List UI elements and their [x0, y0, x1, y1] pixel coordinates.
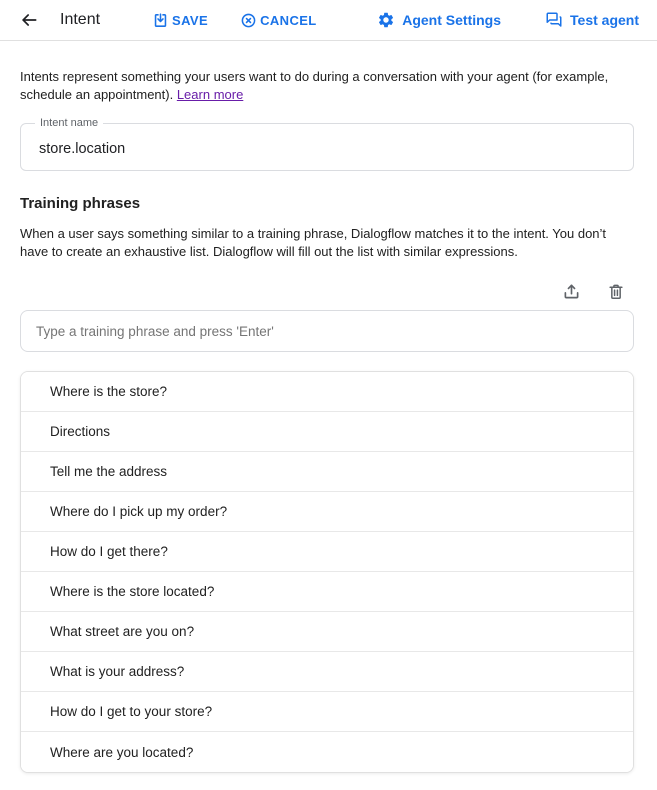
header-toolbar — [0, 0, 657, 41]
training-phrase-row[interactable] — [21, 492, 633, 532]
training-phrase-row[interactable] — [21, 652, 633, 692]
save-icon — [152, 12, 169, 29]
training-phrase-row[interactable] — [21, 612, 633, 652]
training-phrase-text: What street are you on? — [50, 624, 195, 639]
cancel-button[interactable] — [240, 12, 317, 29]
save-button[interactable] — [152, 12, 208, 29]
training-phrase-row[interactable] — [21, 412, 633, 452]
chat-icon — [545, 11, 563, 29]
intent-name-input[interactable] — [21, 141, 633, 157]
training-phrase-row[interactable] — [21, 732, 633, 772]
training-phrase-text: Where is the store? — [50, 384, 168, 399]
intent-name-field[interactable] — [20, 117, 634, 171]
intent-description — [20, 68, 628, 104]
intent-name-label: Intent name — [35, 117, 103, 129]
training-phrase-text: Where are you located? — [50, 744, 194, 760]
upload-button[interactable] — [561, 281, 582, 302]
back-button[interactable] — [16, 7, 42, 33]
agent-settings-label: Agent Settings — [402, 12, 502, 28]
training-phrase-text: Tell me the address — [50, 464, 168, 479]
agent-settings-button[interactable] — [377, 11, 501, 29]
training-phrase-row[interactable] — [21, 692, 633, 732]
training-phrase-text: How do I get there? — [50, 544, 168, 559]
training-phrase-list — [20, 371, 634, 773]
delete-button[interactable] — [606, 282, 626, 302]
page-title: Intent — [60, 11, 101, 28]
trash-icon — [606, 282, 626, 302]
cancel-button-label: CANCEL — [260, 12, 317, 28]
main-content — [0, 68, 657, 773]
phrase-tools — [20, 281, 634, 302]
training-phrase-row[interactable] — [21, 572, 633, 612]
gear-icon — [377, 11, 395, 29]
training-phrases-description: When a user says something similar to a training phrase, Dialogflow matches it to the intent. You don’t have to create an exhaustive list. Dialogflow will fill out the list with similar expressions. — [20, 226, 607, 259]
test-agent-button[interactable] — [545, 11, 639, 29]
training-phrase-row[interactable] — [21, 452, 633, 492]
training-phrase-text: Where do I pick up my order? — [50, 504, 228, 519]
save-button-label: SAVE — [172, 12, 209, 28]
training-phrase-text: What is your address? — [50, 664, 185, 679]
training-phrases-heading: Training phrases — [20, 195, 141, 212]
back-arrow-icon — [19, 10, 39, 30]
training-phrase-text: Where is the store located? — [50, 584, 215, 599]
training-phrase-input[interactable] — [20, 310, 634, 352]
training-phrase-text: How do I get to your store? — [50, 704, 213, 719]
training-phrase-row[interactable] — [21, 372, 633, 412]
test-agent-label: Test agent — [570, 12, 639, 28]
training-phrase-text: Directions — [50, 424, 111, 439]
intent-description-text: Intents represent something your users want to do during a conversation with your agent (for example, schedule an appointment). — [20, 69, 609, 102]
training-phrase-row[interactable] — [21, 532, 633, 572]
cancel-icon — [240, 12, 257, 29]
learn-more-link[interactable]: Learn more — [176, 87, 244, 102]
upload-icon — [561, 281, 582, 302]
